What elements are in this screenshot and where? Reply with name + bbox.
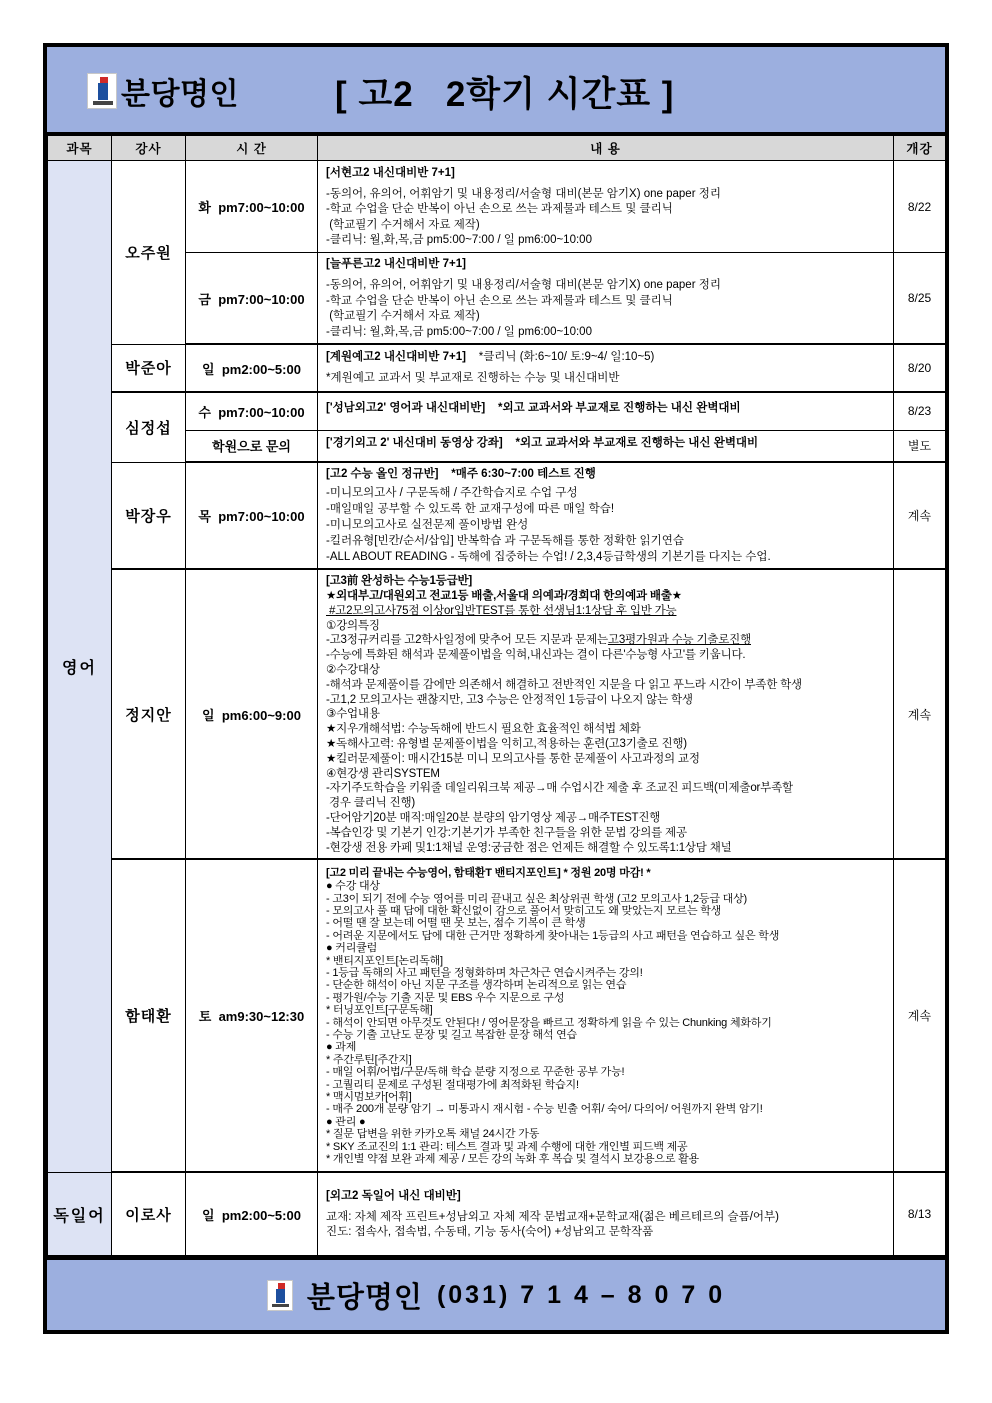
content-line: - 고퀄리티 문제로 구성된 절대평가에 최적화된 학습지!	[326, 1078, 579, 1091]
content-line: * 질문 답변을 위한 카카오톡 채널 24시간 가동	[326, 1128, 540, 1141]
content-run: [외고2 독일어 내신 대비반]	[326, 1189, 461, 1202]
content-cell	[318, 392, 894, 430]
content-line	[326, 633, 885, 648]
content-line: -고1,2 모의고사는 괜찮지만, 고3 수능은 안정적인 1등급이 나오지 않는 학생	[326, 693, 693, 706]
content-line	[326, 435, 885, 452]
content-line: -킬러유형[빈칸/순서/삽입] 반복학습 과 구문독해를 통한 정확한 읽기연습	[326, 535, 684, 547]
col-header-time: 시 간	[186, 136, 318, 161]
content-line: ④현강생 관리SYSTEM	[326, 767, 440, 780]
content-line: ● 수강 대상	[326, 880, 380, 893]
content-run: ['경기외고 2' 내신대비 동영상 강좌]	[326, 436, 503, 449]
start-date-cell: 8/22	[894, 161, 946, 253]
time-cell: 화 pm7:00~10:00	[186, 161, 318, 253]
col-header-subject: 과목	[48, 136, 112, 161]
content-line: * SKY 조교진의 1:1 관리: 테스트 결과 및 과제 수행에 대한 개인별 피드백 제공	[326, 1140, 688, 1153]
content-line: * 맥시멈보카[어휘]	[326, 1091, 412, 1104]
content-line: - 모의고사 풀 때 답에 대한 확신없이 감으로 풀어서 맞히고도 왜 맞았는지 모르는 학생	[326, 904, 722, 917]
footer-logo-icon	[267, 1280, 293, 1311]
content-run: [계원예고2 내신대비반 7+1]	[326, 351, 466, 364]
content-cell	[318, 253, 894, 345]
content-run: ★외대부고/대원외고 전교1등 배출,서울대 의예과/경희대 한의예과 배출★	[326, 590, 682, 602]
content-line	[326, 604, 885, 619]
content-line: - 수능 기출 고난도 문장 및 길고 복잡한 문장 해석 연습	[326, 1029, 577, 1042]
teacher-cell: 박준아	[112, 344, 186, 392]
content-line: (학교필기 수거해서 자료 제작)	[326, 218, 480, 231]
timetable-row	[48, 161, 946, 253]
content-run: ['성남외고2' 영어과 내신대비반]	[326, 402, 486, 415]
content-line: - 단순한 해석이 아닌 지문 구조를 생각하며 논리적으로 읽는 연습	[326, 979, 627, 992]
content-line: ★독해사고력: 유형별 문제풀이법을 익히고,적용하는 훈련(고3기출로 진행)	[326, 737, 687, 750]
subject-cell-english: 영어	[48, 161, 112, 1173]
content-cell	[318, 344, 894, 392]
content-line	[326, 466, 885, 483]
footer-brand-name: 분당명인	[306, 1281, 423, 1314]
content-line: * 개인별 약점 보완 과제 제공 / 모든 강의 녹화 후 복습 및 결석시 보강용으로 활용	[326, 1153, 699, 1166]
content-cell	[318, 859, 894, 1172]
content-line: - 어떨 땐 잘 보는데 어떨 땐 못 보는, 점수 기복이 큰 학생	[326, 917, 586, 930]
content-line: -자기주도학습을 키워줄 데일리워크북 제공→매 수업시간 제출 후 조교진 피드백(미제출or부족할	[326, 782, 793, 795]
content-cell	[318, 161, 894, 253]
content-line: -동의어, 유의어, 어휘암기 및 내용정리/서술형 대비(본문 암기X) one paper 정리	[326, 187, 721, 200]
timetable-row	[48, 859, 946, 1172]
content-line: -ALL ABOUT READING - 독해에 집중하는 수업! / 2,3,4등급학생의 기본기를 다지는 수업.	[326, 551, 771, 563]
brand-name: 분당명인	[121, 78, 239, 111]
time-cell: 학원으로 문의	[186, 430, 318, 462]
content-line	[326, 400, 885, 417]
footer-phone: (031) 7 1 4 – 8 0 7 0	[436, 1280, 726, 1309]
content-line: -클리닉: 월,화,목,금 pm5:00~7:00 / 일 pm6:00~10:00	[326, 234, 592, 246]
teacher-cell: 심정섭	[112, 392, 186, 462]
content-line: ● 과제	[326, 1041, 357, 1054]
content-line: *계원예고 교과서 및 부교재로 진행하는 수능 및 내신대비반	[326, 372, 620, 385]
timetable-row	[48, 462, 946, 569]
content-line: -클리닉: 월,화,목,금 pm5:00~7:00 / 일 pm6:00~10:00	[326, 325, 592, 338]
content-cell	[318, 430, 894, 462]
teacher-cell: 오주원	[112, 161, 186, 345]
content-line: -미니모의고사로 실전문제 풀이방법 완성	[326, 519, 529, 531]
content-line	[326, 866, 885, 880]
content-line: -현강생 전용 카페 및1:1채널 운영:궁금한 점은 언제든 해결할 수 있도록1:1상담 채널	[326, 841, 732, 854]
col-header-start: 개강	[894, 136, 946, 161]
content-line: ③수업내용	[326, 708, 380, 721]
content-line: -미니모의고사 / 구문독해 / 주간학습지로 수업 구성	[326, 487, 578, 499]
timetable-board	[43, 43, 949, 1334]
start-date-cell: 계속	[894, 569, 946, 859]
content-run: *매주 6:30~7:00 테스트 진행	[438, 468, 596, 480]
timetable-row	[48, 392, 946, 430]
time-cell: 토 am9:30~12:30	[186, 859, 318, 1172]
content-line	[326, 349, 885, 366]
content-line: - 고3이 되기 전에 수능 영어를 미리 끝내고 싶은 최상위권 학생 (고2 모의고사 1,2등급 대상)	[326, 892, 747, 905]
content-line: - 평가원/수능 기출 지문 및 EBS 우수 지문으로 구성	[326, 991, 565, 1004]
teacher-cell: 정지안	[112, 569, 186, 859]
content-cell	[318, 1172, 894, 1256]
time-cell: 금 pm7:00~10:00	[186, 253, 318, 345]
content-line: 경우 클리닉 진행)	[326, 797, 415, 810]
content-line: 진도: 접속사, 접속법, 수동태, 기능 동사(숙어) +성남외고 문학작품	[326, 1226, 654, 1239]
brand-logo-icon	[87, 73, 117, 109]
time-cell: 목 pm7:00~10:00	[186, 462, 318, 569]
content-line: ②수강대상	[326, 663, 380, 676]
content-line: - 매주 200개 분량 암기 → 미통과시 재시험 - 수능 빈출 어휘/ 숙어/ 다의어/ 어원까지 완벽 암기!	[326, 1103, 763, 1116]
content-line: -동의어, 유의어, 어휘암기 및 내용정리/서술형 대비(본문 암기X) one paper 정리	[326, 279, 721, 291]
content-run: * 정원 20명 마감! *	[560, 867, 651, 880]
content-line: - 매일 어휘/어법/구문/독해 학습 분량 지정으로 꾸준한 공부 가능!	[326, 1066, 625, 1079]
start-date-cell: 계속	[894, 859, 946, 1172]
timetable	[47, 135, 946, 1257]
time-cell: 일 pm6:00~9:00	[186, 569, 318, 859]
start-date-cell: 8/13	[894, 1172, 946, 1256]
header-row	[48, 136, 946, 161]
content-line: -단어암기20분 매직:매일20분 분량의 암기영상 제공→매주TEST진행	[326, 811, 661, 824]
content-run: [서현고2 내신대비반 7+1]	[326, 166, 455, 179]
col-header-teacher: 강사	[112, 136, 186, 161]
content-line	[326, 165, 885, 182]
content-line: ★킬러문제풀이: 매시간15분 미니 모의고사를 통한 문제풀이 사고과정의 교정	[326, 752, 700, 765]
content-line: - 어려운 지문에서도 답에 대한 근거만 정확하게 찾아내는 1등급의 사고 패턴을 연습하고 싶은 학생	[326, 929, 780, 942]
footer-band	[47, 1257, 945, 1330]
teacher-cell: 함태환	[112, 859, 186, 1172]
content-line: * 주간루틴[주간지]	[326, 1053, 412, 1066]
content-line: -해석과 문제풀이를 감에만 의존해서 해결하고 전반적인 지문을 다 읽고 푸느라 시간이 부족한 학생	[326, 678, 802, 691]
content-line: * 밴티지포인트[논리독해]	[326, 954, 443, 967]
start-date-cell: 계속	[894, 462, 946, 569]
time-cell: 수 pm7:00~10:00	[186, 392, 318, 430]
teacher-cell: 박장우	[112, 462, 186, 569]
content-line: (학교필기 수거해서 자료 제작)	[326, 310, 480, 322]
content-line: - 1등급 독해의 사고 패턴을 정형화하며 차근차근 연습시켜주는 강의!	[326, 967, 643, 980]
content-line: - 해석이 안되면 아무것도 안된다! / 영어문장을 빠르고 정확하게 읽을 수 있는 Chunking 체화하기	[326, 1016, 772, 1029]
content-line: 교재: 자체 제작 프린트+성남외고 자체 제작 문법교재+문학교재(젊은 베르테르의 슬픔/어부)	[326, 1210, 779, 1223]
start-date-cell: 8/25	[894, 253, 946, 345]
content-line: -수능에 특화된 해석과 문제풀이법을 익혀,내신과는 결이 다른'수능형 사고'를 키웁니다.	[326, 649, 746, 662]
title-band	[47, 47, 945, 135]
content-run: [고3前 완성하는 수능1등급반]	[326, 575, 473, 587]
content-line: -복습인강 및 기본기 인강:기본기가 부족한 친구들을 위한 문법 강의를 제공	[326, 826, 687, 839]
teacher-cell: 이로사	[112, 1172, 186, 1256]
timetable-row	[48, 569, 946, 859]
content-run: *외고 교과서와 부교재로 진행하는 내신 완벽대비	[502, 436, 759, 449]
content-line: ● 커리큘럼	[326, 942, 378, 955]
subject-cell-german: 독일어	[48, 1172, 112, 1256]
col-header-content: 내 용	[318, 136, 894, 161]
start-date-cell: 별도	[894, 430, 946, 462]
timetable-row	[48, 344, 946, 392]
content-line: * 터닝포인트[구문독해]	[326, 1004, 433, 1017]
brand	[87, 69, 239, 113]
content-run: 고3평가원과 수능 기출로진행	[607, 634, 751, 647]
content-line: -학교 수업을 단순 반복이 아닌 손으로 쓰는 과제물과 테스트 및 클리닉	[326, 294, 673, 307]
content-line: -매일매일 공부할 수 있도록 한 교재구성에 따른 매일 학습!	[326, 503, 615, 515]
time-cell: 일 pm2:00~5:00	[186, 1172, 318, 1256]
content-run: -고3정규커리를 고2학사일정에 맞추어 모든 지문과 문제는	[326, 634, 608, 647]
content-line: -학교 수업을 단순 반복이 아닌 손으로 쓰는 과제물과 테스트 및 클리닉	[326, 203, 673, 215]
content-run: [늘푸른고2 내신대비반 7+1]	[326, 258, 466, 270]
page-title: [ 고2 2학기 시간표 ]	[335, 75, 675, 114]
content-run: [고2 수능 올인 정규반]	[326, 468, 439, 480]
content-line: ● 관리 ●	[326, 1115, 366, 1128]
content-run: *외고 교과서와 부교재로 진행하는 내신 완벽대비	[485, 402, 741, 415]
time-cell: 일 pm2:00~5:00	[186, 344, 318, 392]
content-run: *클리닉 (화:6~10/ 토:9~4/ 일:10~5)	[465, 351, 655, 364]
start-date-cell: 8/23	[894, 392, 946, 430]
content-run: #고2모의고사75점 이상or입반TEST를 통한 선생님1:1상담 후 입반 가능	[326, 604, 677, 617]
content-line	[326, 1188, 885, 1205]
content-line: ★지우개해석법: 수능독해에 반드시 필요한 효율적인 해석법 체화	[326, 723, 641, 736]
content-cell	[318, 569, 894, 859]
content-line	[326, 573, 885, 589]
content-line	[326, 256, 885, 273]
content-run: [고2 미리 끝내는 수능영어, 함태환T 밴티지포인트]	[326, 867, 561, 880]
timetable-row	[48, 1172, 946, 1256]
content-line	[326, 589, 885, 604]
content-line: ①강의특징	[326, 619, 380, 632]
start-date-cell: 8/20	[894, 344, 946, 392]
content-cell	[318, 462, 894, 569]
